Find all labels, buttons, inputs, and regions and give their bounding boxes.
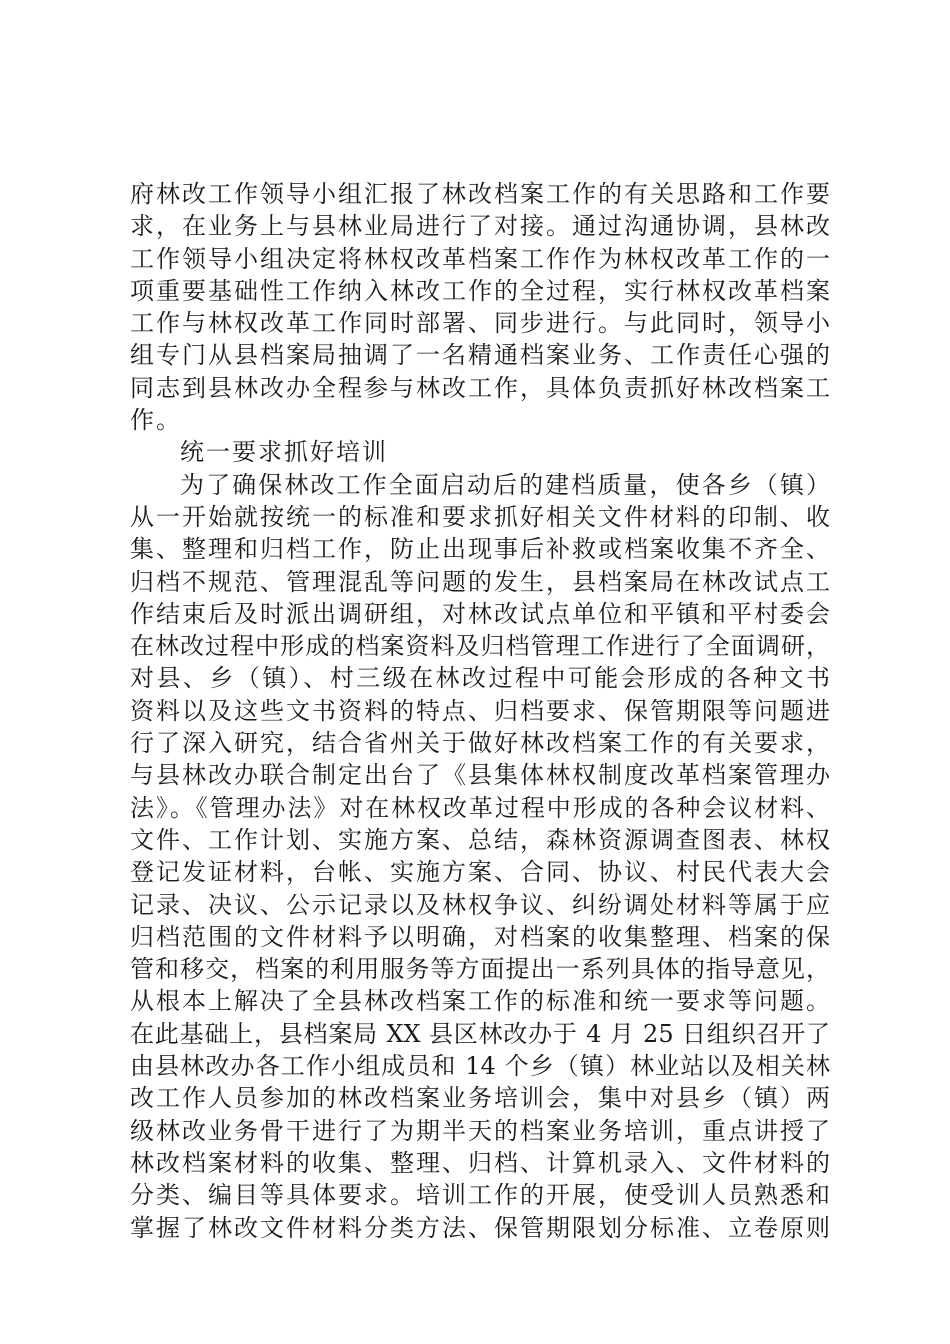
text-line: 在此基础上，县档案局 XX 县区林改办于 4 月 25 日组织召开了 [130,1019,830,1048]
text-line: 项重要基础性工作纳入林改工作的全过程，实行林权改革档案 [130,276,830,305]
text-line: 对县、乡（镇）、村三级在林改过程中可能会形成的各种文书 [130,664,830,693]
text-line: 由县林改办各工作小组成员和 14 个乡（镇）林业站以及相关林 [130,1052,830,1081]
text-line: 府林改工作领导小组汇报了林改档案工作的有关思路和工作要 [130,180,830,208]
text-line: 改工作人员参加的林改档案业务培训会，集中对县乡（镇）两 [130,1084,830,1113]
text-line: 管和移交，档案的利用服务等方面提出一系列具体的指导意见， [130,955,830,984]
text-line: 组专门从县档案局抽调了一名精通档案业务、工作责任心强的 [130,341,830,370]
text-line: 记录、决议、公示记录以及林权争议、纠纷调处材料等属于应 [130,890,830,919]
section-heading: 统一要求抓好培训 [180,438,388,467]
text-line: 法》。《管理办法》对在林权改革过程中形成的各种会议材料、 [130,793,830,822]
text-line: 文件、工作计划、实施方案、总结，森林资源调查图表、林权 [130,825,830,854]
text-line: 求，在业务上与县林业局进行了对接。通过沟通协调，县林改 [130,212,830,241]
text-line: 归档不规范、管理混乱等问题的发生，县档案局在林改试点工 [130,567,830,596]
text-line: 级林改业务骨干进行了为期半天的档案业务培训，重点讲授了 [130,1116,830,1145]
text-line: 同志到县林改办全程参与林改工作，具体负责抓好林改档案工 [130,373,830,402]
text-line: 归档范围的文件材料予以明确，对档案的收集整理、档案的保 [130,922,830,951]
text-line: 行了深入研究，结合省州关于做好林改档案工作的有关要求， [130,729,830,758]
text-line: 林改档案材料的收集、整理、归档、计算机录入、文件材料的 [130,1148,830,1177]
text-line: 分类、编目等具体要求。培训工作的开展，使受训人员熟悉和 [130,1181,830,1210]
text-line: 为了确保林改工作全面启动后的建档质量，使各乡（镇） [180,470,830,499]
document-body [130,178,830,1244]
text-line: 掌握了林改文件材料分类方法、保管期限划分标准、立卷原则 [130,1213,830,1242]
text-line: 工作领导小组决定将林权改革档案工作作为林权改革工作的一 [130,244,830,273]
text-line: 资料以及这些文书资料的特点、归档要求、保管期限等问题进 [130,696,830,725]
text-line: 集、整理和归档工作，防止出现事后补救或档案收集不齐全、 [130,535,830,564]
text-line: 作。 [130,406,182,435]
text-line: 从一开始就按统一的标准和要求抓好相关文件材料的印制、收 [130,502,830,531]
text-line: 在林改过程中形成的档案资料及归档管理工作进行了全面调研， [130,632,830,661]
text-line: 工作与林权改革工作同时部署、同步进行。与此同时，领导小 [130,309,830,338]
text-line: 从根本上解决了全县林改档案工作的标准和统一要求等问题。 [130,987,830,1016]
text-line: 登记发证材料，台帐、实施方案、合同、协议、村民代表大会 [130,858,830,887]
text-line: 作结束后及时派出调研组，对林改试点单位和平镇和平村委会 [130,599,830,628]
text-line: 与县林改办联合制定出台了《县集体林权制度改革档案管理办 [130,761,830,790]
